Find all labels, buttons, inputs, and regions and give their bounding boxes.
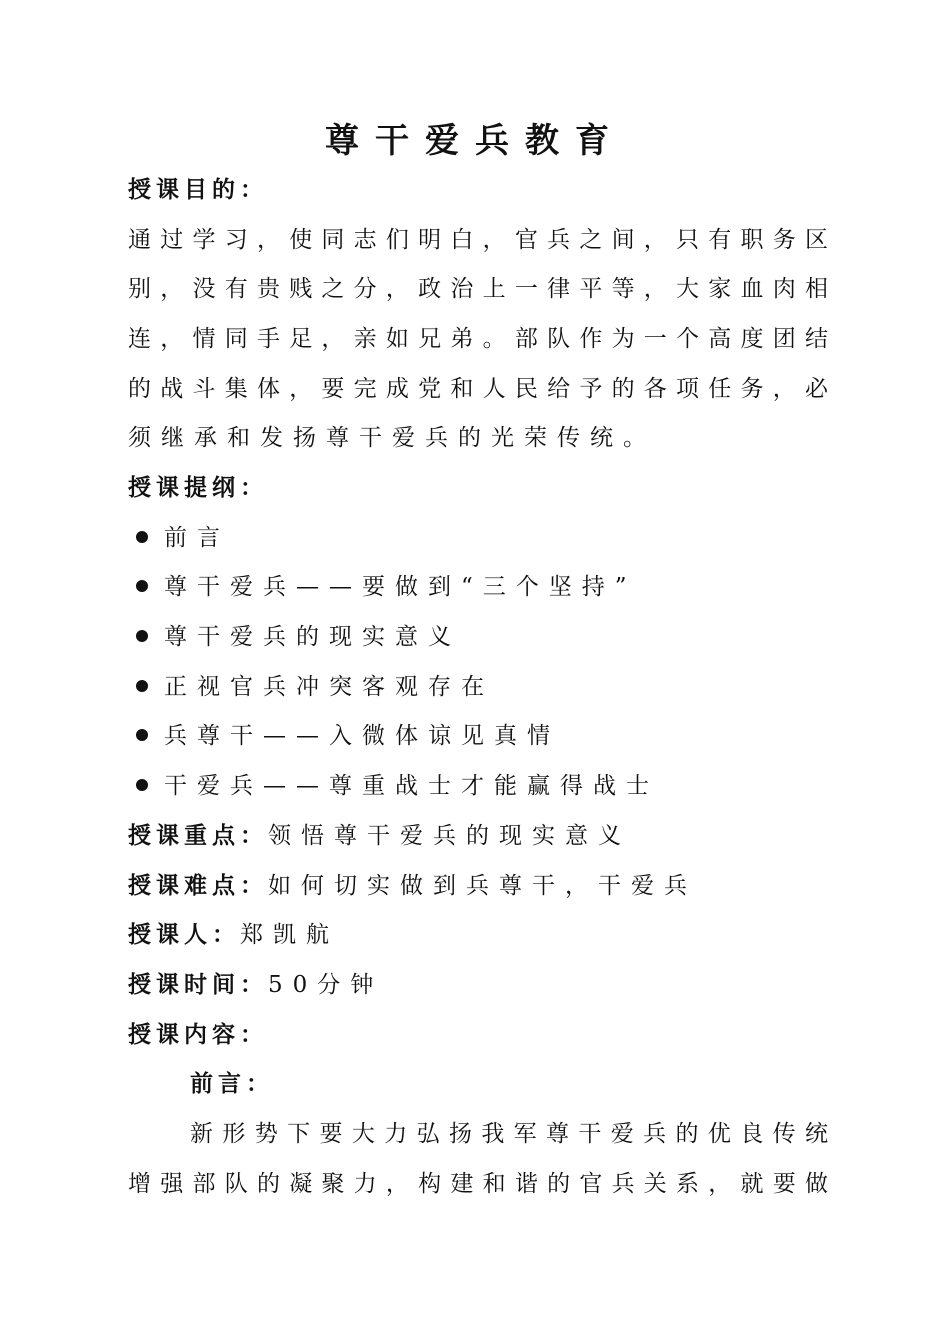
preface-line bbox=[128, 1060, 828, 1110]
content-line-1: 新形势下要大力弘扬我军尊干爱兵的优良传统 bbox=[190, 1121, 828, 1148]
outline-item bbox=[128, 563, 828, 613]
outline-item-text: 前言 bbox=[164, 524, 230, 551]
key-point-label: 授课重点： bbox=[128, 823, 268, 849]
lecturer-line bbox=[128, 911, 828, 961]
duration-line bbox=[128, 961, 828, 1011]
bullet-dot-icon bbox=[136, 580, 148, 592]
bullet-dot-icon bbox=[136, 680, 148, 692]
outline-item-text: 尊干爱兵——要做到“三个坚持” bbox=[164, 574, 637, 601]
bullet-dot-icon bbox=[136, 630, 148, 642]
outline-item-text: 正视官兵冲突客观存在 bbox=[164, 673, 494, 700]
purpose-line-2: 别，没有贵贱之分，政治上一律平等，大家血肉相 bbox=[128, 276, 828, 303]
outline-section bbox=[128, 464, 828, 812]
content-line bbox=[128, 1011, 828, 1061]
key-point-value: 领悟尊干爱兵的现实意义 bbox=[268, 823, 631, 849]
outline-label: 授课提纲： bbox=[128, 475, 268, 501]
outline-item bbox=[128, 663, 828, 713]
purpose-line-3: 连，情同手足，亲如兄弟。部队作为一个高度团结 bbox=[128, 326, 828, 353]
outline-item bbox=[128, 613, 828, 663]
content-line-2: 增强部队的凝聚力，构建和谐的官兵关系，就要做 bbox=[128, 1170, 828, 1197]
duration-value: 50分钟 bbox=[268, 972, 384, 999]
purpose-label: 授课目的： bbox=[128, 177, 268, 203]
key-point-line bbox=[128, 812, 828, 862]
duration-label: 授课时间： bbox=[128, 972, 268, 999]
outline-item-text: 兵尊干——入微体谅见真情 bbox=[164, 723, 560, 750]
outline-item bbox=[128, 514, 828, 564]
bullet-dot-icon bbox=[136, 779, 148, 791]
purpose-line-1: 通过学习，使同志们明白，官兵之间，只有职务区 bbox=[128, 226, 828, 253]
outline-item-text: 尊干爱兵的现实意义 bbox=[164, 624, 461, 651]
difficulty-value: 如何切实做到兵尊干，干爱兵 bbox=[268, 872, 697, 899]
page-title: 尊干爱兵教育 bbox=[325, 121, 625, 161]
content-label: 授课内容： bbox=[128, 1021, 268, 1048]
difficulty-label: 授课难点： bbox=[128, 872, 268, 899]
outline-heading bbox=[128, 464, 828, 514]
bullet-dot-icon bbox=[136, 531, 148, 543]
outline-item bbox=[128, 762, 828, 812]
preface-label: 前言： bbox=[190, 1071, 274, 1098]
outline-item bbox=[128, 712, 828, 762]
bullet-dot-icon bbox=[136, 729, 148, 741]
purpose-section bbox=[128, 166, 828, 464]
outline-item-text: 干爱兵——尊重战士才能赢得战士 bbox=[164, 773, 659, 800]
purpose-heading bbox=[128, 166, 828, 216]
lecturer-value: 郑凯航 bbox=[240, 922, 339, 949]
purpose-line-4: 的战斗集体，要完成党和人民给予的各项任务，必 bbox=[128, 375, 828, 402]
difficulty-line bbox=[128, 862, 828, 912]
purpose-line-5: 须继承和发扬尊干爱兵的光荣传统。 bbox=[128, 425, 656, 452]
meta-section bbox=[128, 812, 828, 1210]
lecturer-label: 授课人： bbox=[128, 922, 240, 949]
